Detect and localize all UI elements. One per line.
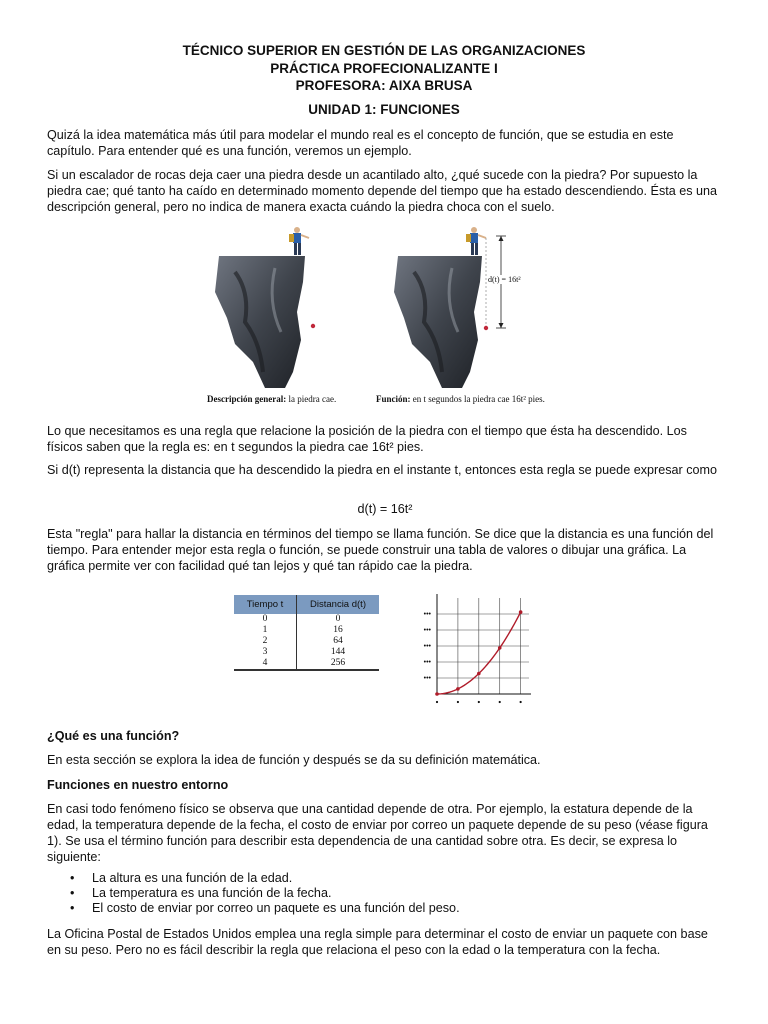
table-header-time: Tiempo t <box>234 595 297 614</box>
chart-xtick-marker <box>520 701 522 703</box>
chart-xtick-marker <box>436 701 438 703</box>
chart-ticks <box>424 611 522 703</box>
paragraph-dt: Si d(t) representa la distancia que ha descendido la piedra en el instante t, entonces esta regla se puede expresar como <box>47 463 717 477</box>
paragraph-seccion: En esta sección se explora la idea de función y después se da su definición matemática. <box>47 753 541 767</box>
table-row <box>234 625 379 636</box>
unit-title: UNIDAD 1: FUNCIONES <box>308 102 460 117</box>
table-cell: 1 <box>234 625 297 636</box>
caption-general-rest: la piedra cae. <box>286 394 337 404</box>
chart-point <box>435 692 439 696</box>
list-item: • El costo de enviar por correo un paquete es una función del peso. <box>70 901 460 916</box>
paragraph-fenomeno: En casi todo fenómeno físico se observa que una cantidad depende de otra. Por ejemplo, la estatura depende de la edad, la temperatura depende de la fecha, el costo de enviar por correo un paquete depende de su peso (véase figura 1). Se usa el término función para describir esta dependencia de una cantidad sobre otra. Es decir, se expresa lo siguiente: <box>47 802 708 864</box>
distance-label: d(t) = 16t² <box>488 275 521 284</box>
table-cell: 4 <box>234 658 297 670</box>
heading-que-es-funcion: ¿Qué es una función? <box>47 729 180 743</box>
chart-ytick-marker: ••• <box>423 675 431 682</box>
chart-xtick-marker <box>499 701 501 703</box>
table-row <box>234 647 379 658</box>
list-item: • La altura es una función de la edad. <box>70 871 460 886</box>
chart-point <box>498 646 502 650</box>
header-line-2: PRÁCTICA PROFECIONALIZANTE I <box>270 60 498 76</box>
climber-figure <box>289 227 309 255</box>
table-cell: 0 <box>335 614 341 624</box>
caption-general-strong: Descripción general: <box>207 394 287 404</box>
list-item: • La temperatura es una función de la fecha. <box>70 886 460 901</box>
stone-dot <box>311 324 315 328</box>
header-line-1: TÉCNICO SUPERIOR EN GESTIÓN DE LAS ORGANIZACIONES <box>182 43 586 58</box>
cliff-illustration-function <box>388 222 538 390</box>
table-header-distance: Distancia d(t) <box>297 595 380 614</box>
table-cell: 64 <box>333 636 343 646</box>
chart-point <box>477 672 481 676</box>
paragraph-intro: Quizá la idea matemática más útil para modelar el mundo real es el concepto de función, que se estudia en este capítulo. Para entender qué es una función, veremos un ejemplo. <box>47 128 674 158</box>
paragraph-oficina-postal: La Oficina Postal de Estados Unidos emplea una regla simple para determinar el costo de enviar un paquete con base en su peso. Pero no es fácil describir la regla que relaciona el peso con la edad o la temperatura con la fecha. <box>47 927 708 957</box>
table-cell: 16 <box>333 625 343 635</box>
chart-ytick-marker: ••• <box>423 659 431 666</box>
cliff-illustration-general <box>205 222 355 390</box>
values-table <box>234 595 379 671</box>
table-cell: 256 <box>330 658 346 668</box>
table-cell: 2 <box>234 636 297 647</box>
table-row <box>234 636 379 647</box>
climber-figure <box>466 227 486 255</box>
chart-axes <box>437 594 531 694</box>
chart-grid <box>437 598 529 694</box>
table-cell: 3 <box>234 647 297 658</box>
caption-function-rest: en t segundos la piedra cae 16t² pies. <box>410 394 545 404</box>
bullet-list <box>70 871 460 916</box>
distance-time-chart <box>415 592 535 706</box>
heading-funciones-entorno: Funciones en nuestro entorno <box>47 778 229 792</box>
paragraph-regla: Lo que necesitamos es una regla que relacione la posición de la piedra con el tiempo que ésta ha descendido. Los físicos saben que la regla es: en t segundos la piedra cae 16t² pies. <box>47 424 687 454</box>
table-row <box>234 658 379 670</box>
table-row <box>234 614 379 625</box>
header-line-3: PROFESORA: AIXA BRUSA <box>295 78 473 93</box>
paragraph-escalador: Si un escalador de rocas deja caer una piedra desde un acantilado alto, ¿qué sucede con la piedra? Por supuesto la piedra cae; qué tanto ha caído en determinado momento depende del tiempo que ha estado descendiendo. Ésta es una descripción general, pero no indica de manera exacta cuándo la piedra choca con el suelo. <box>47 168 718 214</box>
table-cell: 0 <box>234 614 297 625</box>
chart-point <box>519 610 523 614</box>
stone-dot <box>484 326 488 330</box>
document-header <box>0 42 768 95</box>
caption-general <box>207 394 336 404</box>
caption-function <box>376 394 545 404</box>
chart-ytick-marker: ••• <box>423 627 431 634</box>
chart-xtick-marker <box>478 701 480 703</box>
formula: d(t) = 16t² <box>357 502 413 516</box>
paragraph-funcion: Esta "regla" para hallar la distancia en términos del tiempo se llama función. Se dice que la distancia es una función del tiempo. Para entender mejor esta regla o función, se puede construir una tabla de valores o dibujar una gráfica. La gráfica permite ver con facilidad qué tan lejos y qué tan rápido cae la piedra. <box>47 527 714 573</box>
chart-point <box>456 687 460 691</box>
chart-ytick-marker: ••• <box>423 611 431 618</box>
table-cell: 144 <box>330 647 346 657</box>
chart-xtick-marker <box>457 701 459 703</box>
chart-ytick-marker: ••• <box>423 643 431 650</box>
caption-function-strong: Función: <box>376 394 411 404</box>
